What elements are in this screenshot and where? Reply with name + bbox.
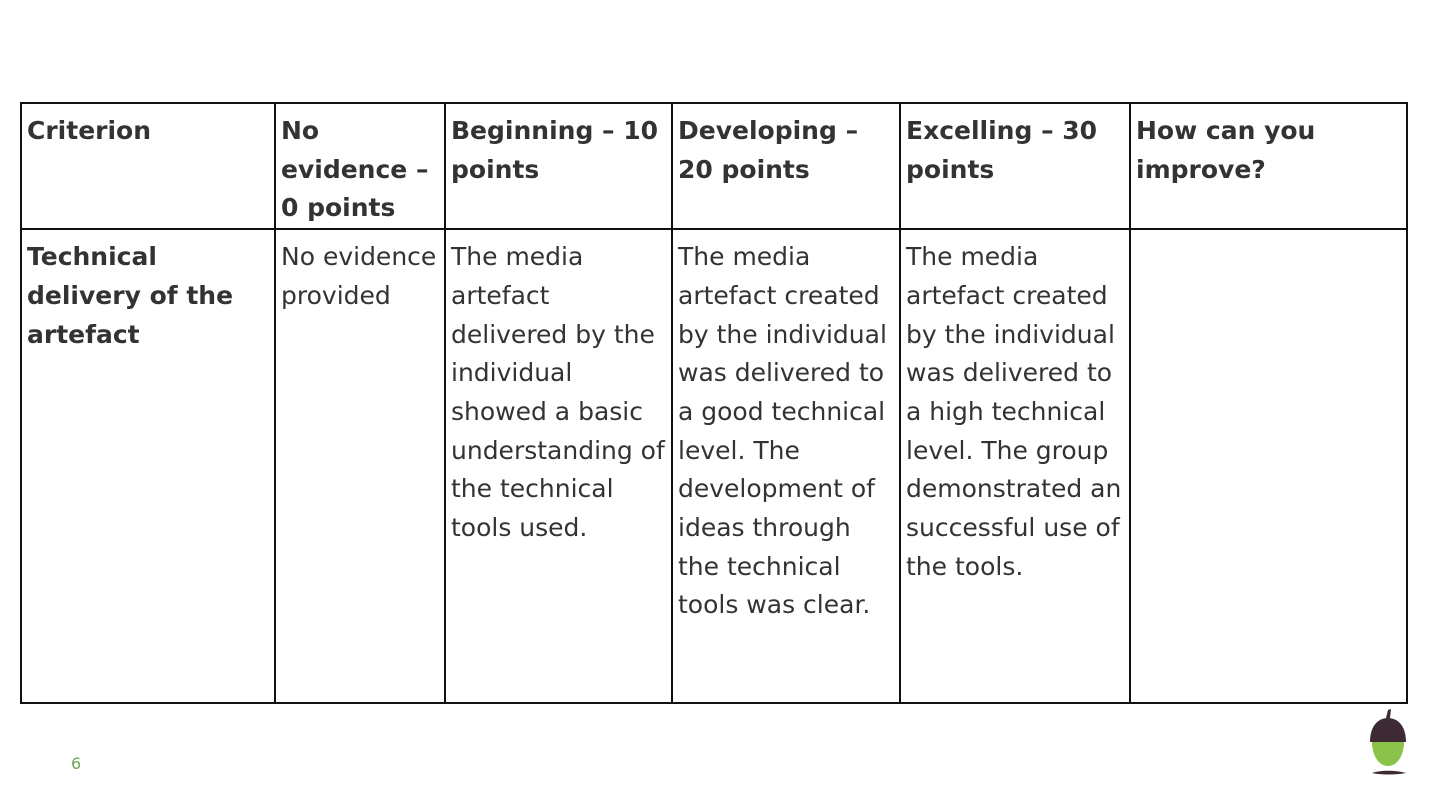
slide-number: 6 <box>71 754 82 773</box>
cell-no-evidence: No evidence provided <box>275 229 445 703</box>
table-header-row <box>21 103 1407 229</box>
cell-developing: The media artefact created by the individual was delivered to a good technical level. The development of ideas through the technical tools was clear. <box>672 229 900 703</box>
cell-criterion: Technical delivery of the artefact <box>21 229 275 703</box>
acorn-base <box>1372 771 1406 775</box>
rubric-table <box>20 102 1408 704</box>
cell-improve <box>1130 229 1407 703</box>
header-beginning: Beginning – 10 points <box>445 103 672 229</box>
header-improve: How can you improve? <box>1130 103 1407 229</box>
acorn-cap <box>1370 718 1406 742</box>
table-row <box>21 229 1407 703</box>
header-excelling: Excelling – 30 points <box>900 103 1130 229</box>
header-developing: Developing – 20 points <box>672 103 900 229</box>
acorn-stem <box>1386 709 1391 718</box>
cell-beginning: The media artefact delivered by the individual showed a basic understanding of the technical tools used. <box>445 229 672 703</box>
cell-excelling: The media artefact created by the individual was delivered to a high technical level. The group demonstrated an successful use of the tools. <box>900 229 1130 703</box>
acorn-nut <box>1372 742 1404 766</box>
acorn-icon <box>1366 708 1410 778</box>
header-no-evidence: No evidence – 0 points <box>275 103 445 229</box>
header-criterion: Criterion <box>21 103 275 229</box>
